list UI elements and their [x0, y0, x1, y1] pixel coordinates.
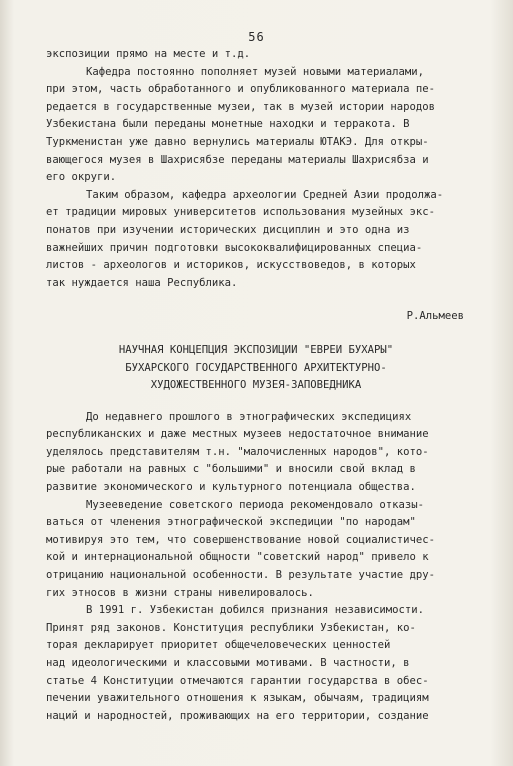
text-line: уделялось представителям т.н. "малочисленных народов", кото-: [46, 445, 429, 458]
page-number: 56: [248, 30, 265, 44]
text-line: Туркменистан уже давно вернулись материалы ЮТАКЭ. Для откры-: [46, 135, 429, 148]
text-line: экспозиции прямо на месте и т.д.: [46, 48, 251, 60]
paragraph-museum-donations: [46, 46, 466, 187]
text-line: важнейших причин подготовки высококвалифицированных специа-: [46, 241, 423, 254]
text-line: кой и интернациональной общности "советский народ" привело к: [46, 551, 429, 564]
text-line: республиканских и даже местных музеев недостаточное внимание: [46, 428, 429, 441]
text-line: наций и народностей, проживающих на его территории, создание: [46, 709, 429, 722]
author-signature: Р.Альмеев: [406, 310, 464, 323]
text-line: Кафедра постоянно пополняет музей новыми материалами,: [86, 65, 425, 78]
paragraph-soviet-museology: [46, 497, 466, 603]
text-line: при этом, часть обработанного и опубликованного материала пе-: [46, 83, 436, 96]
text-line: Музееведение советского периода рекомендовало отказы-: [86, 498, 425, 511]
text-line: отрицанию национальной особенности. В результате участие дру-: [46, 569, 436, 582]
text-line: вающегося музея в Шахрисябзе переданы материалы Шахрисябза и: [46, 153, 429, 166]
text-line: его округи.: [46, 171, 117, 184]
body-text: [46, 46, 466, 725]
text-line: статье 4 Конституции отмечаются гарантии государства в обес-: [46, 674, 429, 687]
text-line: В 1991 г. Узбекистан добился признания независимости.: [86, 604, 425, 617]
title-line: БУХАРСКОГО ГОСУДАРСТВЕННОГО АРХИТЕКТУРНО-: [125, 361, 387, 374]
text-line: над идеологическими и классовыми мотивами. В частности, в: [46, 657, 410, 669]
text-line: гих этносов в жизни страны нивелировалось.: [46, 586, 314, 599]
text-line: листов - археологов и историков, искусствоведов, в которых: [46, 259, 416, 272]
text-line: Таким образом, кафедра археологии Средней Азии продолжа-: [86, 188, 444, 201]
text-line: торая декларирует приоритет общечеловеческих ценностей: [46, 639, 391, 652]
title-line: НАУЧНАЯ КОНЦЕПЦИЯ ЭКСПОЗИЦИИ "ЕВРЕИ БУХАРЫ": [118, 343, 394, 356]
text-line: Принят ряд законов. Конституция республики Узбекистан, ко-: [46, 621, 416, 634]
text-line: редается в государственные музеи, так в музей истории народов: [46, 100, 436, 113]
title-line: ХУДОЖЕСТВЕННОГО МУЗЕЯ-ЗАПОВЕДНИКА: [150, 379, 362, 392]
text-line: рые работали на равных с "большими" и вносили свой вклад в: [46, 463, 416, 476]
text-line: так нуждается наша Республика.: [46, 276, 238, 289]
paragraph-conclusion: [46, 187, 466, 293]
paragraph-ethnographic-expeditions: [46, 409, 466, 497]
text-line: печении уважительного отношения к языкам, обычаям, традициям: [46, 692, 429, 705]
text-line: развитие экономического и культурного потенциала общества.: [46, 481, 416, 494]
section-title: [46, 342, 466, 395]
text-line: Узбекистана были переданы монетные находки и терракота. В: [46, 118, 410, 131]
text-line: До недавнего прошлого в этнографических экспедициях: [86, 410, 412, 423]
text-line: мотивируя это тем, что совершенствование новой социалистичес-: [46, 533, 436, 546]
text-line: ваться от членения этнографической экспедиции "по народам": [46, 516, 416, 529]
text-line: ет традиции мировых университетов использования музейных экс-: [46, 206, 436, 219]
paragraph-independence: [46, 602, 466, 725]
text-line: понатов при изучении исторических дисциплин и это одна из: [46, 223, 410, 236]
